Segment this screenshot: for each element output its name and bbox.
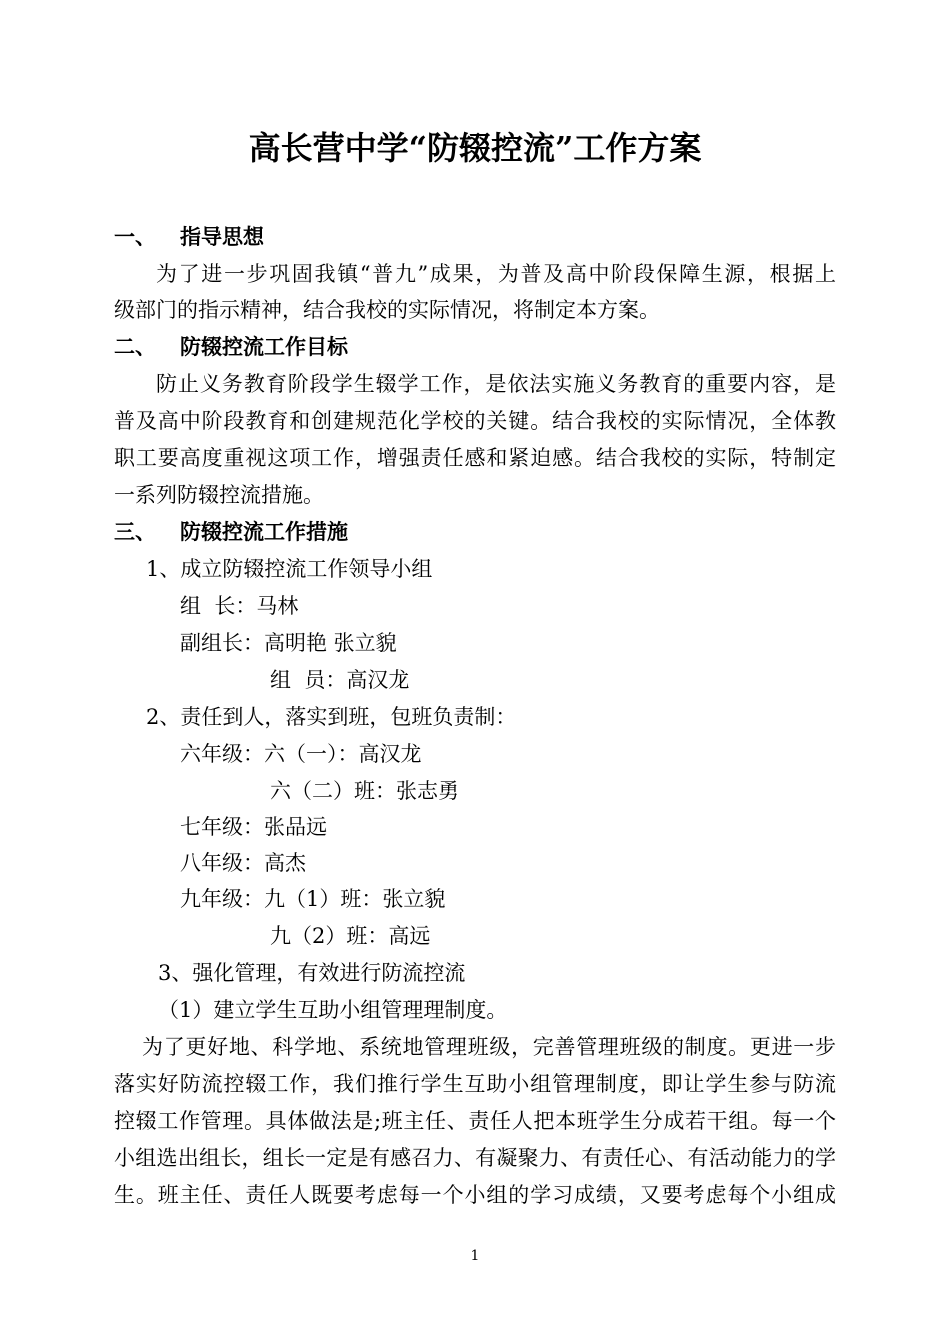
grade-9-class-2: 九（2）班：高远 — [270, 924, 431, 948]
deputy-group-leader: 副组长：高明艳 张立貌 — [180, 631, 397, 655]
section-1-number: 一、 — [114, 224, 156, 249]
section-3-number: 三、 — [114, 519, 156, 544]
paragraph-2-line-4: 一系列防辍控流措施。 — [114, 483, 324, 507]
section-1-title: 指导思想 — [180, 224, 264, 249]
item-3-sub-1: （1）建立学生互助小组管理理制度。 — [158, 998, 508, 1022]
paragraph-1-line-1: 为了进一步巩固我镇“普九”成果，为普及高中阶段保障生源，根据上 — [156, 262, 836, 286]
paragraph-2-line-2: 普及高中阶段教育和创建规范化学校的关键。结合我校的实际情况，全体教 — [114, 409, 836, 433]
grade-6-class-2: 六（二）班：张志勇 — [270, 779, 459, 803]
section-2-heading — [114, 335, 348, 359]
grade-8: 八年级：高杰 — [180, 851, 306, 875]
page-number: 1 — [470, 1248, 480, 1264]
grade-7: 七年级：张品远 — [180, 815, 327, 839]
section-2-number: 二、 — [114, 334, 156, 359]
document-title: 高长营中学“防辍控流”工作方案 — [248, 129, 702, 167]
grade-9-class-1: 九年级：九（1）班：张立貌 — [180, 887, 446, 911]
paragraph-3-line-2: 落实好防流控辍工作，我们推行学生互助小组管理制度，即让学生参与防流 — [114, 1072, 836, 1096]
group-leader: 组 长：马林 — [180, 594, 299, 618]
section-2-title: 防辍控流工作目标 — [180, 334, 348, 359]
paragraph-3-line-3: 控辍工作管理。具体做法是;班主任、责任人把本班学生分成若干组。每一个 — [114, 1109, 836, 1133]
grade-6-class-1: 六年级：六（一）：高汉龙 — [180, 742, 422, 766]
section-3-heading — [114, 520, 348, 544]
paragraph-3-line-4: 小组选出组长，组长一定是有感召力、有凝聚力、有责任心、有活动能力的学 — [114, 1146, 836, 1170]
paragraph-2-line-3: 职工要高度重视这项工作，增强责任感和紧迫感。结合我校的实际，特制定 — [114, 446, 836, 470]
paragraph-2-line-1: 防止义务教育阶段学生辍学工作，是依法实施义务教育的重要内容，是 — [156, 372, 836, 396]
item-1-heading: 1、成立防辍控流工作领导小组 — [146, 557, 433, 581]
section-3-title: 防辍控流工作措施 — [180, 519, 348, 544]
paragraph-1-line-2: 级部门的指示精神，结合我校的实际情况，将制定本方案。 — [114, 298, 660, 322]
section-1-heading — [114, 225, 264, 249]
paragraph-3-line-1: 为了更好地、科学地、系统地管理班级，完善管理班级的制度。更进一步 — [142, 1035, 836, 1059]
paragraph-3-line-5: 生。班主任、责任人既要考虑每一个小组的学习成绩，又要考虑每个小组成 — [114, 1183, 836, 1207]
item-2-heading: 2、责任到人，落实到班，包班负责制： — [146, 705, 517, 729]
group-member: 组 员：高汉龙 — [270, 668, 410, 692]
item-3-heading: 3、强化管理，有效进行防流控流 — [158, 961, 466, 985]
